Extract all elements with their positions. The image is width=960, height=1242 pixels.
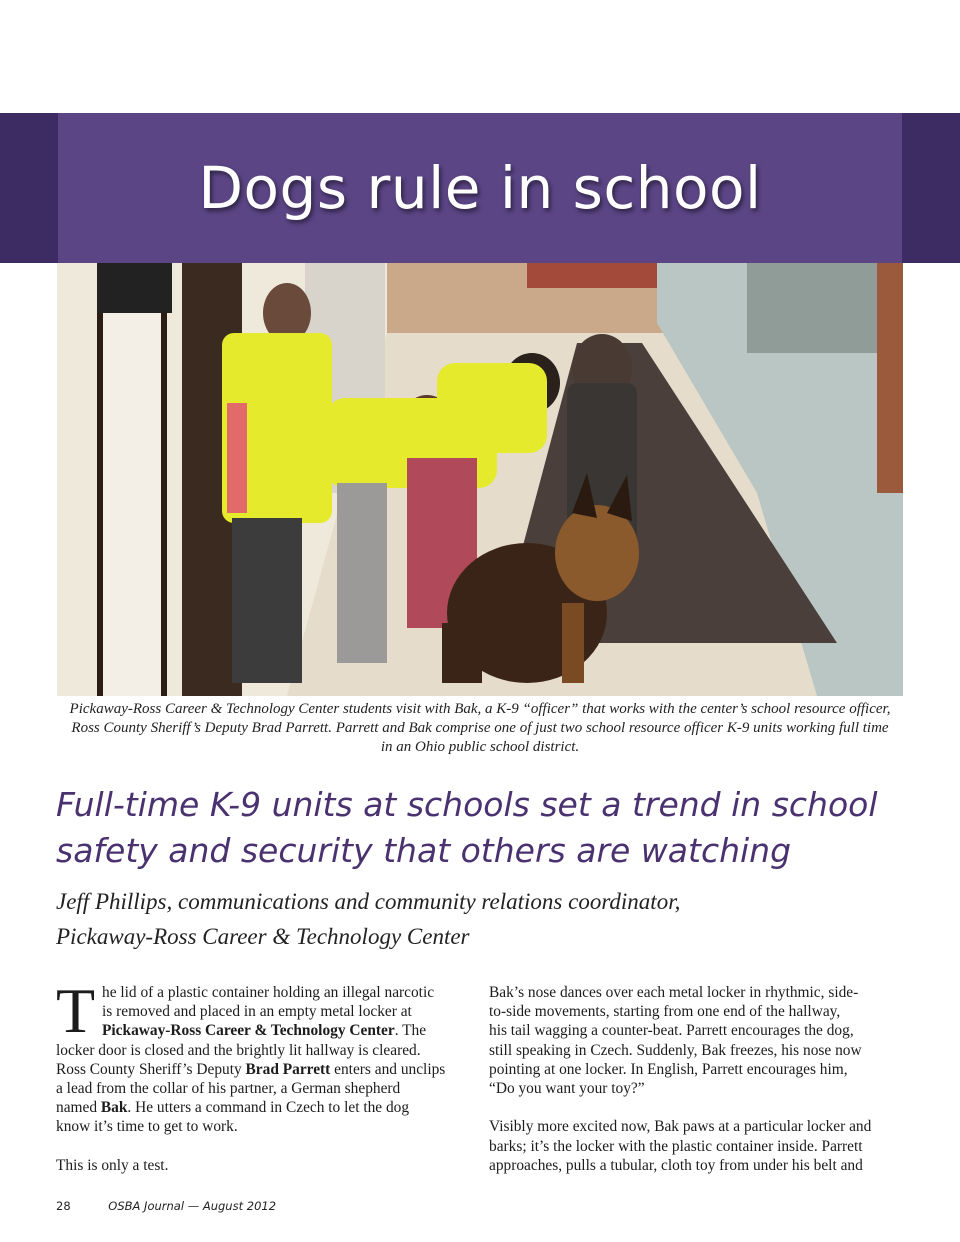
article-subheading: [56, 782, 926, 874]
subheading-line: Full-time K-9 units at schools set a trend in school: [56, 785, 878, 824]
body-line: a lead from the collar of his partner, a German shepherd: [56, 1079, 401, 1097]
caption-line: in an Ohio public school district.: [380, 739, 580, 755]
photo-illustration: [57, 263, 903, 696]
title-banner: [58, 113, 902, 263]
subheading-line: safety and security that others are watching: [56, 831, 792, 870]
body-line: Pickaway-Ross Career & Technology Center. The: [102, 1022, 427, 1040]
body-column-left: [56, 975, 476, 1175]
body-line: named Bak. He utters a command in Czech to let the dog: [56, 1099, 410, 1117]
body-line: pointing at one locker. In English, Parrett encourages him,: [489, 1060, 848, 1078]
journal-issue: OSBA Journal — August 2012: [108, 1199, 277, 1213]
page-number: 28: [56, 1199, 71, 1213]
body-line: to-side movements, starting from one end of the hallway,: [489, 1003, 841, 1021]
body-line: he lid of a plastic container holding an illegal narcotic: [102, 984, 435, 1001]
body-line: still speaking in Czech. Suddenly, Bak freezes, his nose now: [489, 1041, 862, 1059]
body-line: barks; it’s the locker with the plastic container inside. Parrett: [489, 1137, 863, 1155]
body-line: is removed and placed in an empty metal locker at: [102, 1003, 412, 1021]
hallway-photo: [57, 263, 903, 696]
body-line: [489, 1098, 909, 1117]
author-byline: [56, 884, 916, 954]
drop-cap: T: [56, 975, 96, 1046]
body-line: This is only a test.: [56, 1156, 169, 1174]
photo-caption: [58, 700, 902, 757]
body-line: know it’s time to get to work.: [56, 1118, 238, 1136]
caption-line: Ross County Sheriff’s Deputy Brad Parrett. Parrett and Bak comprise one of just two school resource officer K-9 units working full time: [71, 720, 889, 736]
byline-line: Pickaway-Ross Career & Technology Center: [56, 924, 470, 949]
body-line: Ross County Sheriff’s Deputy Brad Parrett enters and unclips: [56, 1060, 446, 1078]
byline-line: Jeff Phillips, communications and community relations coordinator,: [56, 889, 681, 914]
body-line: his tail wagging a counter-beat. Parrett encourages the dog,: [489, 1022, 854, 1040]
body-line: locker door is closed and the brightly lit hallway is cleared.: [56, 1041, 421, 1059]
body-line: approaches, pulls a tubular, cloth toy from under his belt and: [489, 1156, 863, 1174]
body-line: “Do you want your toy?”: [489, 1079, 645, 1097]
deputy-name: Brad Parrett: [245, 1060, 331, 1078]
page-title: Dogs rule in school: [198, 154, 762, 222]
body-line: Bak’s nose dances over each metal locker in rhythmic, side-: [489, 984, 859, 1001]
body-column-right: [489, 983, 909, 1175]
body-line: Visibly more excited now, Bak paws at a particular locker and: [489, 1118, 872, 1136]
dog-name: Bak: [100, 1099, 128, 1117]
school-name: Pickaway-Ross Career & Technology Center: [102, 1022, 395, 1040]
page-footer: [56, 1199, 276, 1213]
caption-line: Pickaway-Ross Career & Technology Center students visit with Bak, a K-9 “officer” that works with the center’s school resource officer,: [69, 701, 891, 717]
